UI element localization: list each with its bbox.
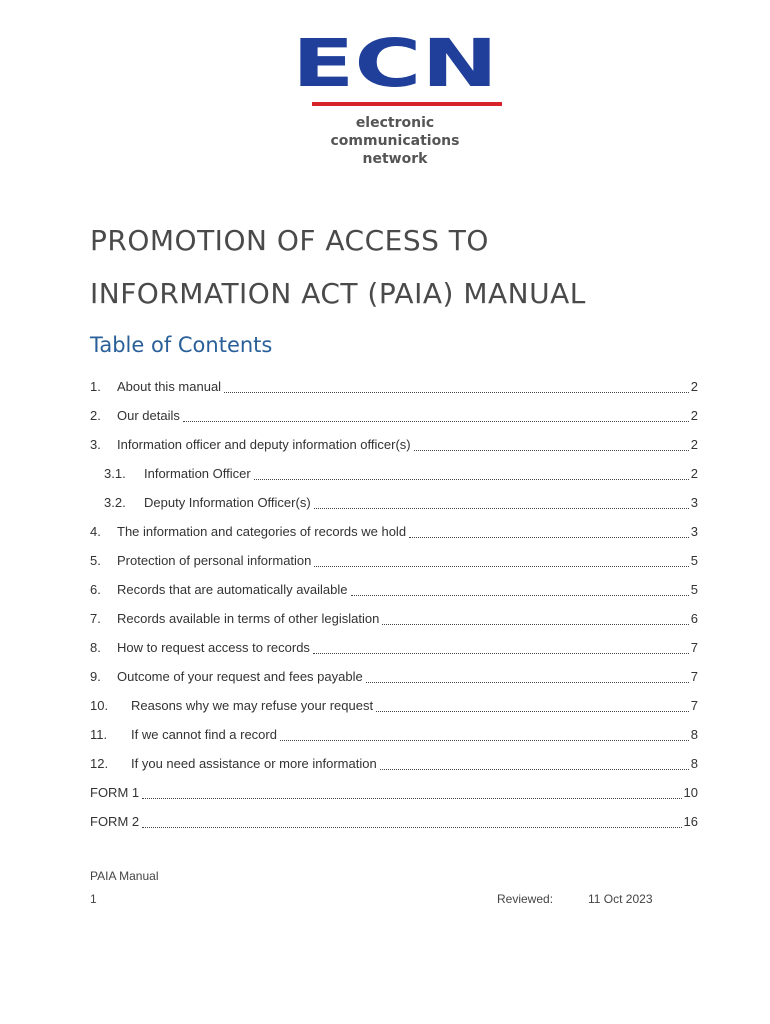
toc-entry-number: 9. — [90, 669, 101, 684]
toc-entry-page: 2 — [690, 437, 698, 452]
toc-entry[interactable] — [90, 604, 698, 633]
toc-entry-page: 7 — [690, 698, 698, 713]
toc-entry-number: 3.2. — [104, 495, 126, 510]
footer-reviewed-label: Reviewed: — [497, 892, 554, 906]
toc-dot-leader — [313, 652, 689, 654]
toc-dot-leader — [366, 681, 689, 683]
toc-entry-title: Information officer and deputy information officer(s) — [117, 437, 411, 452]
toc-dot-leader — [376, 710, 689, 712]
toc-entry[interactable] — [90, 546, 698, 575]
toc-entry-title: Our details — [117, 408, 180, 423]
logo-red-bar — [312, 102, 502, 106]
toc-entry[interactable] — [90, 807, 698, 836]
toc-entry-title: Records that are automatically available — [117, 582, 348, 597]
toc-entry[interactable] — [90, 459, 698, 488]
toc-entry-number: 1. — [90, 379, 101, 394]
toc-entry-page: 16 — [683, 814, 698, 829]
toc-entry-title: FORM 1 — [90, 785, 140, 800]
footer-reviewed-date: 11 Oct 2023 — [588, 892, 653, 906]
toc-entry[interactable] — [90, 749, 698, 778]
toc-entry-number: 6. — [90, 582, 101, 597]
document-title-line: INFORMATION ACT (PAIA) MANUAL — [90, 277, 586, 310]
toc-entry[interactable] — [90, 488, 698, 517]
toc-entry-title: Outcome of your request and fees payable — [117, 669, 363, 684]
toc-entry-title: Deputy Information Officer(s) — [144, 495, 311, 510]
toc-entry-page: 8 — [690, 756, 698, 771]
logo-subtitle-line: network — [362, 151, 428, 167]
toc-entry-title: About this manual — [117, 379, 222, 394]
toc-entry-title: How to request access to records — [117, 640, 310, 655]
toc-dot-leader — [183, 420, 689, 422]
toc-entry-number: 3.1. — [104, 466, 126, 481]
toc-entry-title: FORM 2 — [90, 814, 140, 829]
ecn-wordmark — [288, 30, 502, 102]
toc-dot-leader — [409, 536, 689, 538]
toc-entry-number: 7. — [90, 611, 101, 626]
toc-entry-page: 10 — [683, 785, 698, 800]
toc-entry-number: 8. — [90, 640, 101, 655]
toc-dot-leader — [314, 507, 689, 509]
toc-entry-page: 7 — [690, 640, 698, 655]
document-title-line: PROMOTION OF ACCESS TO — [90, 224, 489, 257]
ecn-logo — [288, 30, 502, 170]
logo-subtitle-line: communications — [330, 133, 460, 149]
toc-entry-title: Protection of personal information — [117, 553, 312, 568]
document-title — [90, 214, 730, 320]
toc-dot-leader — [142, 797, 681, 799]
toc-entry-page: 6 — [690, 611, 698, 626]
toc-entry-number: 2. — [90, 408, 101, 423]
toc-dot-leader — [254, 478, 689, 480]
logo-subtitle-line: electronic — [355, 115, 435, 131]
toc-entry[interactable] — [90, 778, 698, 807]
toc-entry[interactable] — [90, 691, 698, 720]
toc-entry[interactable] — [90, 575, 698, 604]
toc-entry-number: 10. — [90, 698, 109, 713]
toc-entry-page: 2 — [690, 408, 698, 423]
toc-dot-leader — [382, 623, 688, 625]
toc-entry-title: Reasons why we may refuse your request — [131, 698, 374, 713]
toc-entry-page: 5 — [690, 553, 698, 568]
toc-entry-number: 12. — [90, 756, 109, 771]
toc-heading: Table of Contents — [90, 333, 273, 357]
toc-entry[interactable] — [90, 633, 698, 662]
toc-entry-page: 3 — [690, 495, 698, 510]
toc-entry[interactable] — [90, 720, 698, 749]
toc-entry-page: 3 — [690, 524, 698, 539]
toc-entry-page: 2 — [690, 466, 698, 481]
toc-entry-page: 5 — [690, 582, 698, 597]
toc-entry-number: 4. — [90, 524, 101, 539]
toc-entry-page: 2 — [690, 379, 698, 394]
toc-entry[interactable] — [90, 662, 698, 691]
toc-entry[interactable] — [90, 430, 698, 459]
toc-entry-number: 11. — [90, 727, 108, 742]
footer-label: PAIA Manual — [90, 869, 159, 883]
toc-entry-number: 5. — [90, 553, 101, 568]
toc-dot-leader — [142, 826, 681, 828]
toc-entry-number: 3. — [90, 437, 101, 452]
toc-entry[interactable] — [90, 517, 698, 546]
toc-entry-page: 7 — [690, 669, 698, 684]
toc-entry-page: 8 — [690, 727, 698, 742]
svg-text:ECN: ECN — [292, 30, 498, 102]
toc-entry-title: If we cannot find a record — [131, 727, 277, 742]
toc-entry-title: The information and categories of records we hold — [117, 524, 407, 539]
toc-entry[interactable] — [90, 401, 698, 430]
toc-entry-title: Information Officer — [144, 466, 251, 481]
toc-dot-leader — [224, 391, 689, 393]
toc-dot-leader — [380, 768, 689, 770]
toc-entry-title: If you need assistance or more information — [131, 756, 377, 771]
toc-dot-leader — [314, 565, 688, 567]
toc-dot-leader — [280, 739, 689, 741]
toc-dot-leader — [414, 449, 689, 451]
logo-subtitle — [288, 114, 502, 168]
toc-entry-title: Records available in terms of other legislation — [117, 611, 380, 626]
toc-entry[interactable] — [90, 372, 698, 401]
footer-page-number: 1 — [90, 892, 97, 906]
table-of-contents — [90, 372, 698, 836]
toc-dot-leader — [351, 594, 689, 596]
